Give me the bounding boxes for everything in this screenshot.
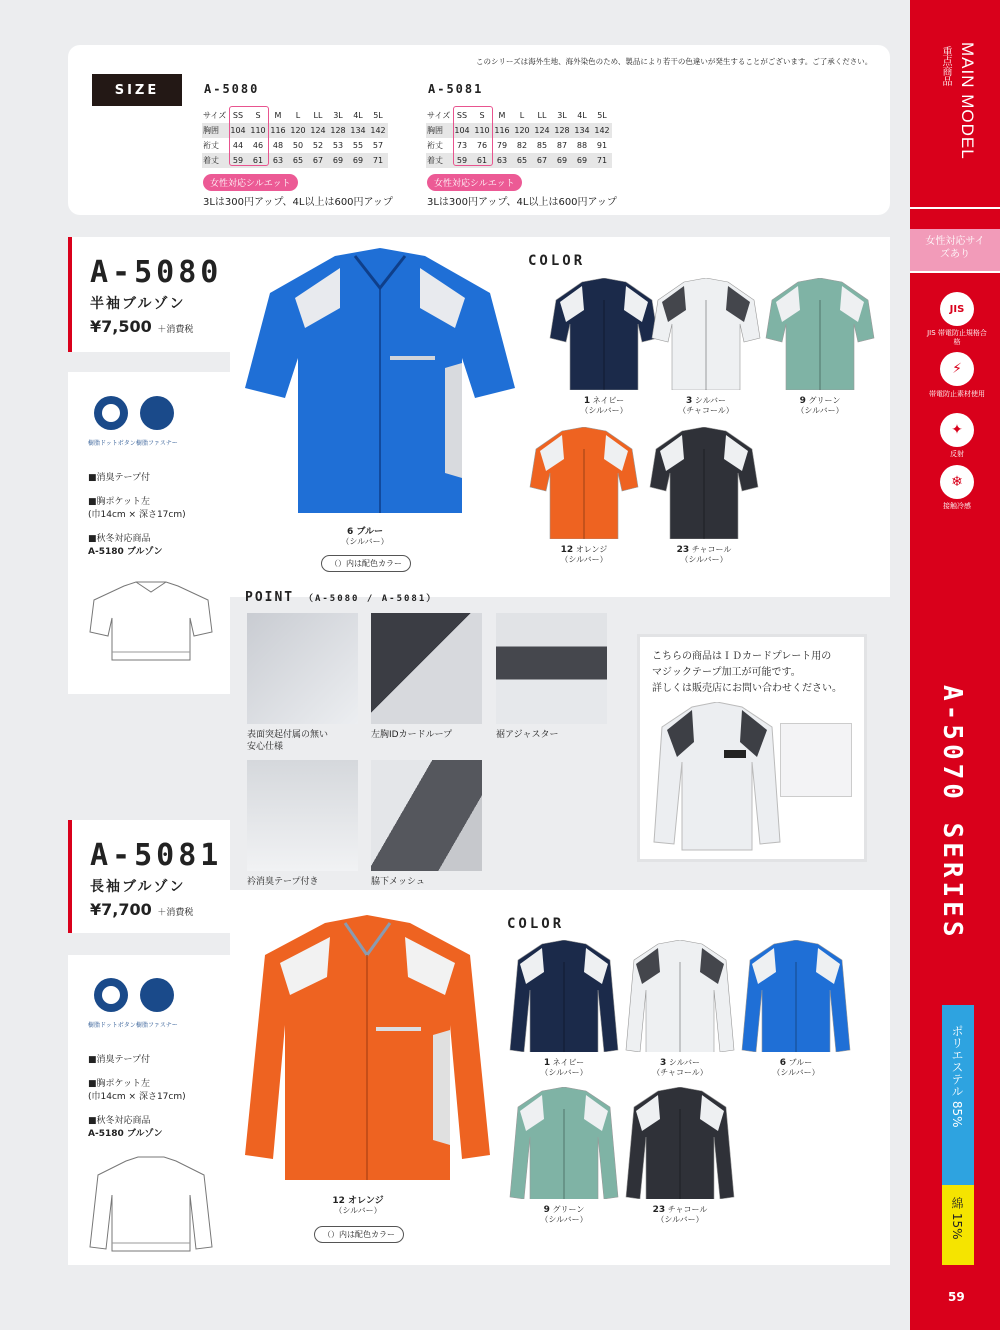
color-swatch-jacket: [650, 278, 762, 390]
main-jacket-blue: [240, 248, 520, 523]
size-cell: 71: [592, 153, 612, 168]
reflector-icon: ✦: [940, 413, 974, 447]
size-cell: 4L: [353, 111, 363, 120]
size-cell: 104: [228, 123, 248, 138]
color-swatch-jacket: [624, 1087, 736, 1199]
color-note: （）内は配色カラー: [321, 555, 411, 572]
point-caption: 左胸IDカードループ: [371, 730, 453, 740]
idcard-text: こちらの商品はＩＤカードプレート用の マジックテープ加工が可能です。 詳しくは販売店にお問い合わせください。: [652, 651, 842, 694]
size-cell: 110: [248, 123, 268, 138]
size-cell: 128: [552, 123, 572, 138]
zipper-icon: [140, 978, 174, 1012]
size-cell: SS: [232, 111, 244, 120]
size-cell: 69: [348, 153, 368, 168]
page-number: 59: [948, 1290, 965, 1304]
zipper-icon: [140, 396, 174, 430]
model-header-a5081: [68, 820, 230, 933]
womens-badge: 女性対応シルエット: [427, 174, 522, 191]
model-price: ¥7,700 ＋消費税: [90, 900, 194, 919]
size-cell: 142: [592, 123, 612, 138]
size-cell: 69: [552, 153, 572, 168]
color-swatch-jacket: [508, 1087, 620, 1199]
main-caption: 12 オレンジ （シルバー）: [332, 1196, 384, 1215]
model-header-a5080: [68, 237, 230, 352]
size-cell: 91: [596, 141, 608, 150]
size-cell: 63: [492, 153, 512, 168]
size-cell: S: [255, 111, 261, 120]
point-photo-adjuster: [496, 613, 607, 724]
antistatic-icon: ⚡: [940, 352, 974, 386]
point-caption: 衿消臭テープ付き: [247, 877, 319, 887]
size-cell: 85: [536, 141, 548, 150]
size-cell: 胸囲: [426, 123, 452, 138]
size-cell: M: [498, 111, 506, 120]
color-caption: 3 シルバー （チャコール）: [678, 396, 734, 415]
size-cell: 120: [512, 123, 532, 138]
size-cell: 5L: [597, 111, 607, 120]
size-cell: 116: [492, 123, 512, 138]
size-cell: 53: [332, 141, 344, 150]
size-cell: 76: [476, 141, 488, 150]
size-cell: 61: [472, 153, 492, 168]
size-cell: 胸囲: [202, 123, 228, 138]
size-cell: 63: [268, 153, 288, 168]
color-caption: 23 チャコール （シルバー）: [676, 545, 732, 564]
feature: ■胸ポケット左: [88, 1079, 151, 1089]
feature: (巾14cm × 深さ17cm): [88, 510, 186, 520]
size-cell: 5L: [373, 111, 383, 120]
size-cell: 67: [532, 153, 552, 168]
size-cell: 73: [456, 141, 468, 150]
model-price: ¥7,500 ＋消費税: [90, 317, 194, 336]
size-cell: 134: [572, 123, 592, 138]
icon-label: 樹脂ファスナー: [136, 1022, 178, 1029]
size-cell: 3L: [333, 111, 343, 120]
color-swatch-jacket: [764, 278, 876, 390]
series-label: A-5070 SERIES: [937, 685, 967, 941]
size-cell: 67: [308, 153, 328, 168]
size-cell: L: [519, 111, 525, 120]
main-jacket-orange: [240, 915, 495, 1190]
size-note: 3Lは300円アップ、4L以上は600円アップ: [427, 197, 617, 208]
size-cell: M: [274, 111, 282, 120]
size-cell: 3L: [557, 111, 567, 120]
size-cell: 61: [248, 153, 268, 168]
feature: (巾14cm × 深さ17cm): [88, 1092, 186, 1102]
icon-label: JIS 帯電防止規格合格: [927, 329, 987, 346]
point-title: POINT （A-5080 / A-5081）: [245, 590, 438, 605]
point-photo-front: [247, 613, 358, 724]
model-code: A-5080: [90, 255, 223, 290]
color-caption: 9 グリーン （シルバー）: [540, 1205, 588, 1224]
size-note: 3Lは300円アップ、4L以上は600円アップ: [203, 197, 393, 208]
size-cell: 128: [328, 123, 348, 138]
feature: ■胸ポケット左: [88, 497, 151, 507]
size-cell: 55: [352, 141, 364, 150]
main-caption: 6 ブルー （シルバー）: [341, 527, 389, 546]
cool-touch-icon: ❄: [940, 465, 974, 499]
color-caption: 12 オレンジ （シルバー）: [560, 545, 608, 564]
feature: ■消臭テープ付: [88, 473, 151, 483]
color-note: （）内は配色カラー: [314, 1226, 404, 1243]
size-cell: LL: [313, 111, 323, 120]
size-cell: S: [479, 111, 485, 120]
size-table-title: A-5080: [204, 82, 260, 96]
point-caption: 表面突起付属の無い 安心仕様: [247, 730, 329, 752]
size-cell: 142: [368, 123, 388, 138]
size-cell: 着丈: [202, 153, 228, 168]
size-cell: LL: [537, 111, 547, 120]
color-caption: 23 チャコール （シルバー）: [652, 1205, 708, 1224]
size-cell: サイズ: [427, 111, 451, 120]
idcard-jacket-image: [652, 702, 782, 852]
color-label: COLOR: [507, 916, 565, 932]
icon-label: 帯電防止素材使用: [929, 390, 985, 398]
size-cell: 59: [228, 153, 248, 168]
color-label: COLOR: [528, 253, 586, 269]
size-cell: 裄丈: [203, 141, 219, 150]
cotton-bar: [942, 1185, 974, 1265]
size-cell: 69: [328, 153, 348, 168]
dot-button-icon: [94, 396, 128, 430]
main-model-label: MAIN MODEL: [958, 42, 977, 160]
feature: ■秋冬対応商品: [88, 1116, 151, 1126]
size-cell: 82: [516, 141, 528, 150]
feature: A-5180 ブルゾン: [88, 1129, 163, 1139]
divider: [910, 207, 1000, 209]
size-cell: 59: [452, 153, 472, 168]
polyester-bar: [942, 1005, 974, 1185]
idcard-box: [637, 634, 867, 862]
color-swatch-jacket: [648, 427, 760, 539]
womens-badge: 女性対応シルエット: [203, 174, 298, 191]
icon-label: 反射: [950, 450, 964, 458]
size-cell: 69: [572, 153, 592, 168]
dot-button-icon: [94, 978, 128, 1012]
feature: ■消臭テープ付: [88, 1055, 151, 1065]
color-caption: 1 ネイビー （シルバー）: [540, 1058, 588, 1077]
size-cell: 4L: [577, 111, 587, 120]
size-cell: 65: [512, 153, 532, 168]
icon-label: 接触冷感: [943, 502, 971, 510]
idcard-detail-image: [780, 723, 852, 797]
main-model-jp: 重点商品: [940, 46, 951, 86]
icon-label: 樹脂ドットボタン: [88, 440, 136, 447]
size-cell: 116: [268, 123, 288, 138]
feature: ■秋冬対応商品: [88, 534, 151, 544]
womens-size-badge: 女性対応サイズあり: [910, 229, 1000, 271]
color-caption: 1 ネイビー （シルバー）: [580, 396, 628, 415]
size-cell: SS: [456, 111, 468, 120]
polyester-label: ポリエステル 85%: [950, 1025, 964, 1128]
size-cell: L: [295, 111, 301, 120]
size-cell: 124: [532, 123, 552, 138]
color-swatch-jacket: [624, 940, 736, 1052]
size-cell: 134: [348, 123, 368, 138]
size-badge: SIZE: [92, 74, 182, 106]
header-note: このシリーズは海外生地、海外染色のため、製品により若干の色違いが発生することがございます。ご了承ください。: [476, 57, 873, 66]
point-caption: 脇下メッシュ: [371, 877, 425, 887]
color-swatch-jacket: [740, 940, 852, 1052]
size-table-title: A-5081: [428, 82, 484, 96]
size-cell: 48: [272, 141, 284, 150]
point-photo-collar: [247, 760, 358, 871]
size-cell: 110: [472, 123, 492, 138]
size-cell: 104: [452, 123, 472, 138]
model-name: 長袖ブルゾン: [90, 879, 186, 895]
color-swatch-jacket: [528, 427, 640, 539]
size-cell: 71: [368, 153, 388, 168]
size-cell: 87: [556, 141, 568, 150]
size-cell: 46: [252, 141, 264, 150]
size-cell: 65: [288, 153, 308, 168]
color-swatch-jacket: [508, 940, 620, 1052]
size-cell: 52: [312, 141, 324, 150]
womens-highlight: [453, 106, 493, 166]
model-code: A-5081: [90, 838, 223, 873]
size-cell: 79: [496, 141, 508, 150]
color-caption: 6 ブルー （シルバー）: [772, 1058, 820, 1077]
divider: [910, 271, 1000, 273]
size-cell: 着丈: [426, 153, 452, 168]
model-name: 半袖ブルゾン: [90, 296, 186, 312]
jis-icon: JIS: [940, 292, 974, 326]
size-cell: 124: [308, 123, 328, 138]
size-cell: サイズ: [203, 111, 227, 120]
color-caption: 3 シルバー （チャコール）: [652, 1058, 708, 1077]
flat-sketch-long-sleeve: [86, 1155, 216, 1255]
size-cell: 50: [292, 141, 304, 150]
icon-label: 樹脂ドットボタン: [88, 1022, 136, 1029]
color-caption: 9 グリーン （シルバー）: [796, 396, 844, 415]
flat-sketch-short-sleeve: [86, 578, 216, 668]
icon-label: 樹脂ファスナー: [136, 440, 178, 447]
feature: A-5180 ブルゾン: [88, 547, 163, 557]
point-photo-idloop: [371, 613, 482, 724]
cotton-label: 綿 15%: [950, 1197, 964, 1240]
size-cell: 120: [288, 123, 308, 138]
point-caption: 裾アジャスター: [496, 730, 559, 740]
size-cell: 裄丈: [427, 141, 443, 150]
color-swatch-jacket: [548, 278, 660, 390]
point-photo-mesh: [371, 760, 482, 871]
size-cell: 88: [576, 141, 588, 150]
womens-highlight: [229, 106, 269, 166]
size-cell: 57: [372, 141, 384, 150]
size-cell: 44: [232, 141, 244, 150]
